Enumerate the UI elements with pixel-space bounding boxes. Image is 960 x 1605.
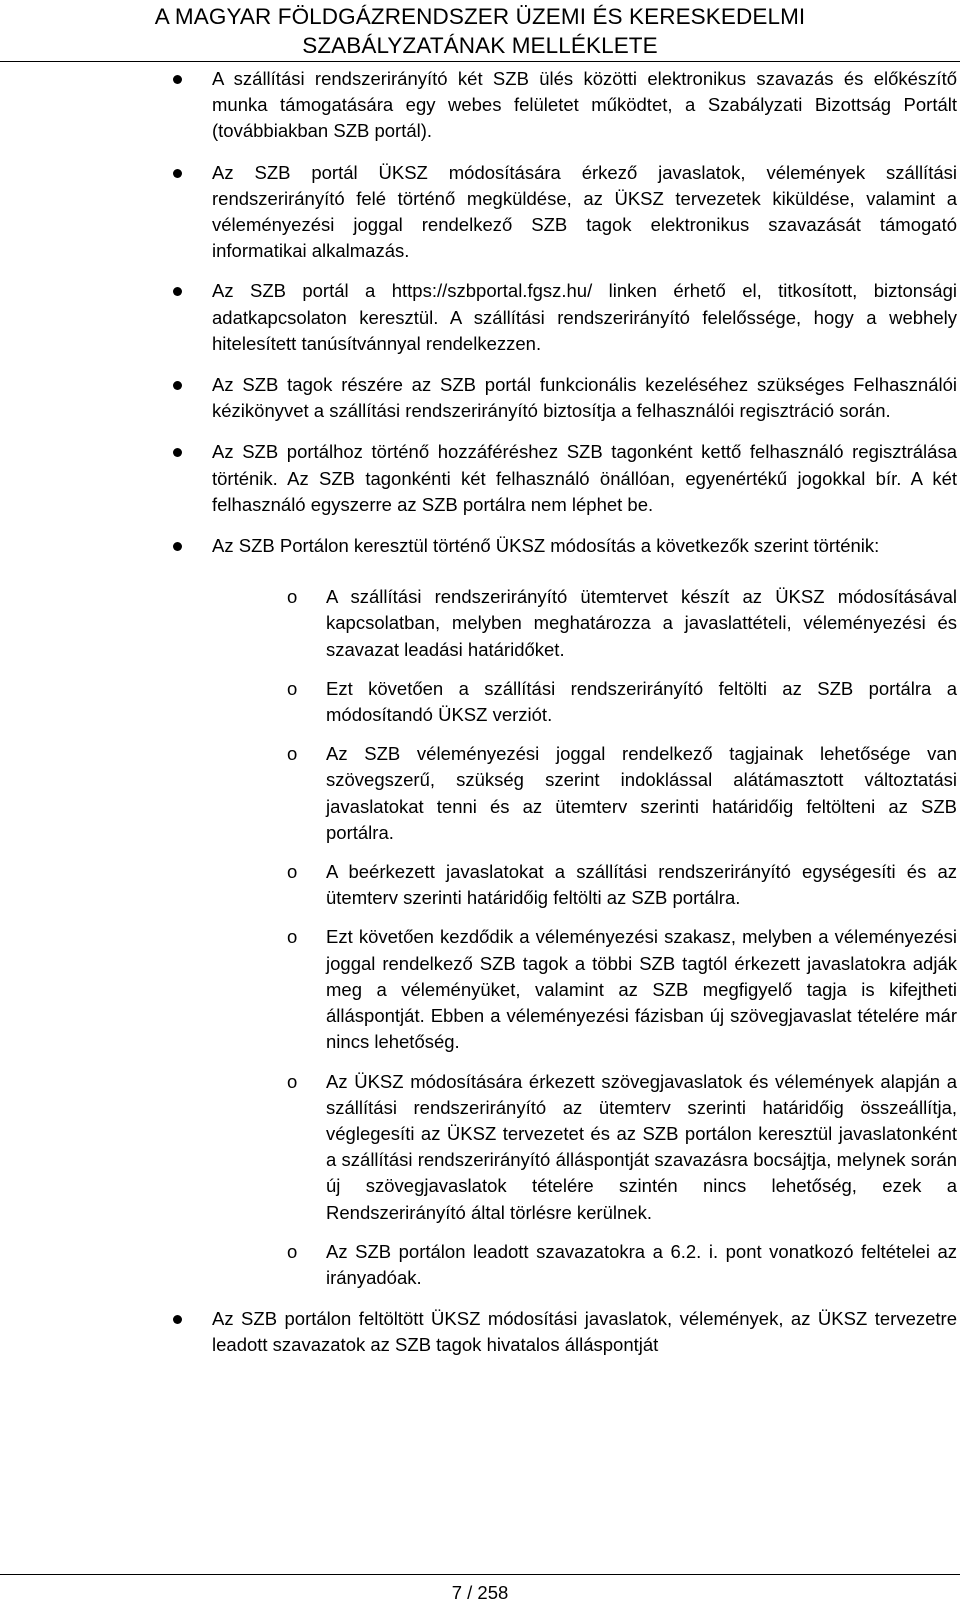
circle-bullet-icon: o: [287, 677, 298, 699]
bullet-item: [212, 533, 957, 1291]
bullet-text: Az SZB portál a https://szbportal.fgsz.hu/ linken érhető el, titkosított, biztonsági adatkapcsolaton keresztül. A szállítási rendszerirányító felelőssége, hogy a webhely hitelesített tanúsítvánnyal rendelkezzen.: [212, 280, 957, 354]
bullet-icon: [173, 169, 182, 178]
sub-list-text: Az SZB véleményezési joggal rendelkező tagjainak lehetősége van szövegszerű, szükség szerint indoklással alátámasztott változtatási javaslatokat tenni és az ütemterv szerinti határidőig feltölteni az SZB portálra.: [326, 743, 957, 843]
bullet-item: [212, 160, 957, 265]
sub-list-item: [287, 676, 957, 728]
sub-list-item: [287, 924, 957, 1055]
sub-list-text: Az SZB portálon leadott szavazatokra a 6.2. i. pont vonatkozó feltételei az irányadóak.: [326, 1240, 957, 1288]
sub-list: [287, 584, 957, 1291]
header-title-line-1: A MAGYAR FÖLDGÁZRENDSZER ÜZEMI ÉS KERESKEDELMI: [154, 4, 806, 29]
circle-bullet-icon: o: [287, 586, 298, 608]
footer-divider: [0, 1574, 960, 1575]
sub-list-text: A beérkezett javaslatokat a szállítási rendszerirányító egységesíti és az ütemterv szerinti határidőig feltölti az SZB portálra.: [326, 861, 957, 909]
bullet-icon: [173, 287, 182, 296]
bullet-text: Az SZB portálon feltöltött ÜKSZ módosítási javaslatok, vélemények, az ÜKSZ tervezetre leadott szavazatok az SZB tagok hivatalos álláspontját: [212, 1308, 957, 1356]
bullet-icon: [173, 448, 182, 457]
bullet-icon: [173, 1315, 182, 1324]
bullet-icon: [173, 75, 182, 84]
bullet-item: [212, 278, 957, 357]
bullet-item: [212, 372, 957, 424]
sub-list-item: [287, 741, 957, 846]
sub-list-item: [287, 1069, 957, 1226]
sub-list-text: A szállítási rendszerirányító ütemtervet készít az ÜKSZ módosításával kapcsolatban, melyben meghatározza a javaslattételi, véleményezési és szavazat leadási határidőket.: [326, 586, 957, 660]
sub-list-text: Az ÜKSZ módosítására érkezett szövegjavaslatok és vélemények alapján a szállítási rendszerirányító az ütemterv szerinti határidőig összeállítja, véglegesíti az ÜKSZ tervezetet és az SZB portálon keresztül javaslatonként a szállítási rendszerirányító álláspontját szavazásra bocsájtja, melynek során új szövegjavaslatok tételére szintén nincs lehetőség, ezek a Rendszerirányító által törlésre kerülnek.: [326, 1070, 957, 1223]
bullet-text: Az SZB Portálon keresztül történő ÜKSZ módosítás a következők szerint történik:: [212, 535, 880, 557]
bullet-icon: [173, 542, 182, 551]
circle-bullet-icon: o: [287, 743, 298, 765]
bullet-text: Az SZB portál ÜKSZ módosítására érkező javaslatok, vélemények szállítási rendszerirányító felé történő megküldése, az ÜKSZ tervezetek kiküldése, valamint a véleményezési joggal rendelkező SZB tagok elektronikus szavazását támogató informatikai alkalmazás.: [212, 161, 957, 262]
sub-list-item: [287, 584, 957, 663]
circle-bullet-icon: o: [287, 1240, 298, 1262]
circle-bullet-icon: o: [287, 926, 298, 948]
bullet-text: Az SZB portálhoz történő hozzáféréshez SZB tagonként kettő felhasználó regisztrálása történik. Az SZB tagonkénti két felhasználó önállóan, egyenértékű jogokkal bír. A két felhasználó egyszerre az SZB portálra nem léphet be.: [212, 441, 957, 515]
document-body: [0, 66, 960, 1359]
header-title-line-2: SZABÁLYZATÁNAK MELLÉKLETE: [302, 33, 658, 58]
bullet-text: Az SZB tagok részére az SZB portál funkcionális kezeléséhez szükséges Felhasználói kézikönyvet a szállítási rendszerirányító biztosítja a felhasználói regisztráció során.: [212, 374, 957, 422]
circle-bullet-icon: o: [287, 1070, 298, 1092]
bullet-icon: [173, 381, 182, 390]
sub-list-item: [287, 1239, 957, 1291]
bullet-text: A szállítási rendszerirányító két SZB ülés közötti elektronikus szavazás és előkészítő munka támogatására egy webes felületet működtet, a Szabályzati Bizottság Portált (továbbiakban SZB portál).: [212, 68, 957, 142]
sub-list-text: Ezt követően kezdődik a véleményezési szakasz, melyben a véleményezési joggal rendelkező SZB tagok a többi SZB tagtól érkezett javaslatokra adják meg a véleményüket, valamint az SZB megfigyelő tagja is kifejtheti álláspontját. Ebben a véleményezési fázisban új szövegjavaslat tételére már nincs lehetőség.: [326, 926, 957, 1053]
bullet-item: [212, 66, 957, 145]
sub-list-item: [287, 859, 957, 911]
bullet-item: [212, 439, 957, 518]
page-header: [0, 0, 960, 62]
circle-bullet-icon: o: [287, 861, 298, 883]
bullet-item: [212, 1306, 957, 1358]
sub-list-text: Ezt követően a szállítási rendszerirányító feltölti az SZB portálra a módosítandó ÜKSZ verziót.: [326, 677, 957, 726]
page-number: 7 / 258: [451, 1582, 509, 1603]
